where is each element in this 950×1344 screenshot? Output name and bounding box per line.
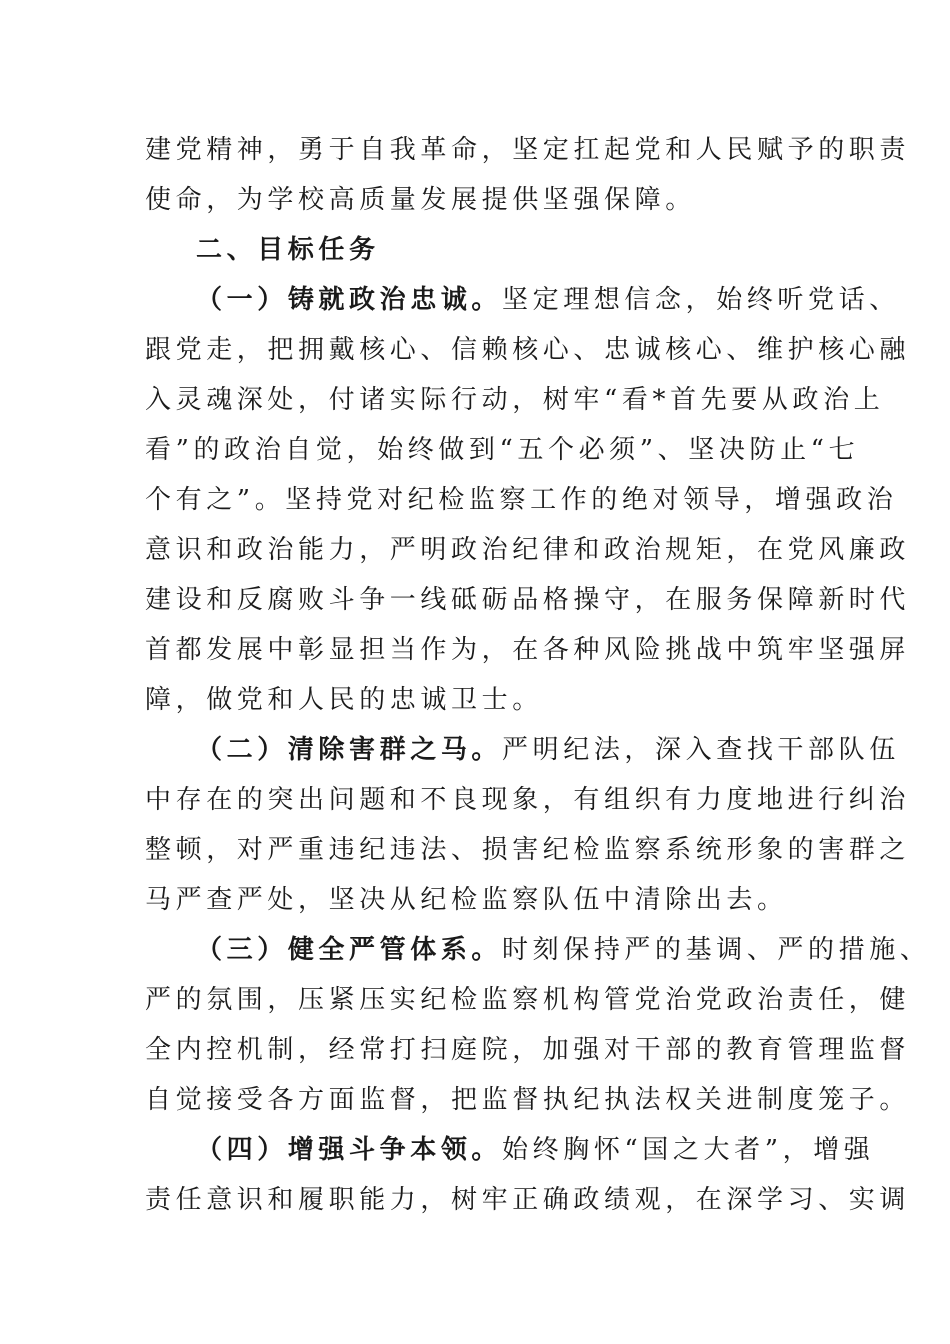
paragraph-line: 整顿，对严重违纪违法、损害纪检监察系统形象的害群之: [145, 835, 911, 865]
item-title: 健全严管体系。: [287, 935, 503, 965]
paragraph-line: 建设和反腐败斗争一线砥砺品格操守，在服务保障新时代: [145, 585, 911, 615]
paragraph-line: [196, 1133, 874, 1167]
item-text: 严明纪法，深入查找干部队伍: [502, 735, 900, 765]
paragraph-line: 看”的政治自觉，始终做到“五个必须”、坚决防止“七: [145, 435, 860, 465]
paragraph-line: 全内控机制，经常打扫庭院，加强对干部的教育管理监督: [145, 1035, 911, 1065]
paragraph-line: 意识和政治能力，严明政治纪律和政治规矩，在党风廉政: [145, 535, 911, 565]
item-marker: （二）: [196, 735, 288, 765]
item-text: 时刻保持严的基调、严的措施、: [502, 935, 931, 965]
paragraph-line: 跟党走，把拥戴核心、信赖核心、忠诚核心、维护核心融: [145, 335, 911, 365]
paragraph-line: 入灵魂深处，付诸实际行动，树牢“看*首先要从政治上: [145, 385, 885, 415]
paragraph-line: 自觉接受各方面监督，把监督执纪执法权关进制度笼子。: [145, 1085, 911, 1115]
item-marker: （一）: [196, 285, 288, 315]
paragraph-line: [196, 733, 900, 767]
paragraph-line: 建党精神，勇于自我革命，坚定扛起党和人民赋予的职责: [145, 135, 911, 165]
paragraph-line: [196, 933, 930, 967]
paragraph-line: 使命，为学校高质量发展提供坚强保障。: [145, 185, 696, 215]
item-text: 始终胸怀“国之大者”，增强: [502, 1135, 875, 1165]
item-text: 坚定理想信念，始终听党话、: [502, 285, 900, 315]
section-heading: 二、目标任务: [196, 235, 380, 265]
paragraph-line: 首都发展中彰显担当作为，在各种风险挑战中筑牢坚强屏: [145, 635, 911, 665]
item-title: 清除害群之马。: [287, 735, 503, 765]
paragraph-line: 责任意识和履职能力，树牢正确政绩观，在深学习、实调: [145, 1185, 911, 1215]
item-marker: （三）: [196, 935, 288, 965]
paragraph-line: 严的氛围，压紧压实纪检监察机构管党治党政治责任，健: [145, 985, 911, 1015]
item-title: 增强斗争本领。: [287, 1135, 503, 1165]
paragraph-line: 个有之”。坚持党对纪检监察工作的绝对领导，增强政治: [145, 485, 898, 515]
paragraph-line: [196, 283, 900, 317]
item-title: 铸就政治忠诚。: [287, 285, 503, 315]
paragraph-line: 马严查严处，坚决从纪检监察队伍中清除出去。: [145, 885, 788, 915]
item-marker: （四）: [196, 1135, 288, 1165]
paragraph-line: 障，做党和人民的忠诚卫士。: [145, 685, 543, 715]
paragraph-line: 中存在的突出问题和不良现象，有组织有力度地进行纠治: [145, 785, 911, 815]
